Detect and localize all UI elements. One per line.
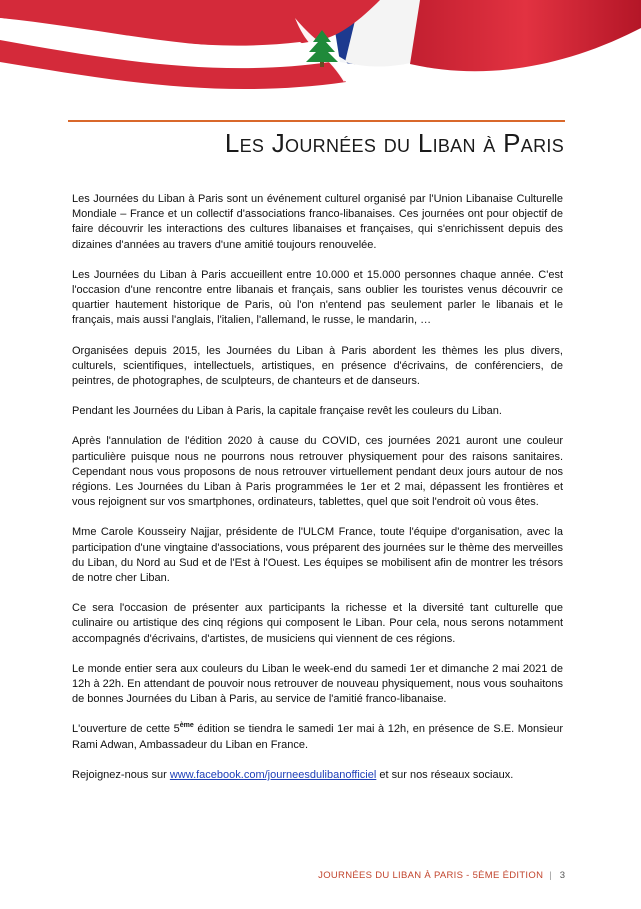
paragraph: Organisées depuis 2015, les Journées du Liban à Paris abordent les thèmes les plus divers, culturels, scientifiques, intellectuels, artistiques, en présence d'écrivains, de conférenciers, de peintres, de photographes, de sculpteurs, de chanteurs et de danseurs. bbox=[72, 344, 563, 388]
footer-title: JOURNÉES DU LIBAN À PARIS - 5ÈME ÉDITION bbox=[318, 870, 544, 881]
paragraph: Après l'annulation de l'édition 2020 à cause du COVID, ces journées 2021 auront une couleur particulière puisque nous ne pourrons nous retrouver physiquement pour des raisons sanitaires. Cependant nous vous proposons de nous retrouver virtuellement pendant deux jours autour de nos régions. Les Journées du Liban à Paris programmées le 1er et 2 mai, dépassent les frontières et vous rejoignent sur vos smartphones, ordinateurs, tablettes, quel que soit l'endroit où vous êtes. bbox=[72, 435, 563, 509]
footer-separator: | bbox=[549, 870, 552, 881]
paragraph: Le monde entier sera aux couleurs du Liban le week-end du samedi 1er et dimanche 2 mai 2021 de 12h à 22h. En attendant de pouvoir nous retrouver de nouveau physiquement, nous vous souhaitons de bonnes Journées du Liban à Paris, au service de l'amitié franco-libanaise. bbox=[72, 662, 563, 706]
paragraph: Ce sera l'occasion de présenter aux participants la richesse et la diversité tant culturelle que culinaire ou artistique des cinq régions qui composent le Liban. Pour cela, nous serons notamment accompagnés d'écrivains, d'artistes, de musiciens qui viennent de ces régions. bbox=[72, 602, 563, 645]
paragraph: Mme Carole Kousseiry Najjar, présidente de l'ULCM France, toute l'équipe d'organisation, avec la participation d'une vingtaine d'associations, vous préparent des journées sur le thème des merveilles du Liban, du Nord au Sud et de l'Est à l'Ouest. Les équipes se mobilisent afin de montrer les trésors de notre cher Liban. bbox=[72, 526, 563, 585]
paragraph: Les Journées du Liban à Paris sont un événement culturel organisé par l'Union Libanaise Culturelle Mondiale – France et un collectif d'associations franco-libanaises. Ces journées ont pour objectif de faire découvrir les interactions des cultures libanaises et françaises, qui s'enrichissent depuis des dizaines d'années au travers d'une amitié toujours renouvelée. bbox=[72, 193, 563, 251]
paragraph: Les Journées du Liban à Paris accueillent entre 10.000 et 15.000 personnes chaque année. C'est l'occasion d'une rencontre entre libanais et français, sans oublier les touristes venus découvrir ce quartier hautement historique de Paris, où l'on n'entend pas seulement parler le libanais et le français, mais aussi l'anglais, l'italien, l'allemand, le russe, le mandarin, … bbox=[72, 268, 563, 327]
closing-text-start: Rejoignez-nous sur bbox=[72, 768, 170, 781]
page-footer bbox=[318, 870, 565, 881]
ordinal-suffix: ème bbox=[179, 722, 194, 730]
closing-text-end: et sur nos réseaux sociaux. bbox=[376, 768, 514, 781]
header-flags-banner bbox=[0, 0, 641, 95]
opening-text-start: L'ouverture de cette 5 bbox=[72, 723, 180, 736]
closing-paragraph bbox=[72, 768, 563, 783]
page-number: 3 bbox=[559, 870, 565, 881]
facebook-link[interactable]: www.facebook.com/journeesdulibanofficiel bbox=[169, 768, 377, 781]
article-body bbox=[72, 192, 563, 798]
page-title: Les Journées du Liban à Paris bbox=[224, 128, 564, 158]
paragraph: Pendant les Journées du Liban à Paris, la capitale française revêt les couleurs du Liban. bbox=[72, 405, 502, 418]
opening-paragraph bbox=[72, 722, 563, 752]
title-rule bbox=[68, 120, 565, 122]
france-flag-banner bbox=[330, 0, 641, 71]
opening-text-end: édition se tiendra le samedi 1er mai à 12h, en présence de S.E. Monsieur Rami Adwan, Ambassadeur du Liban en France. bbox=[72, 723, 564, 751]
